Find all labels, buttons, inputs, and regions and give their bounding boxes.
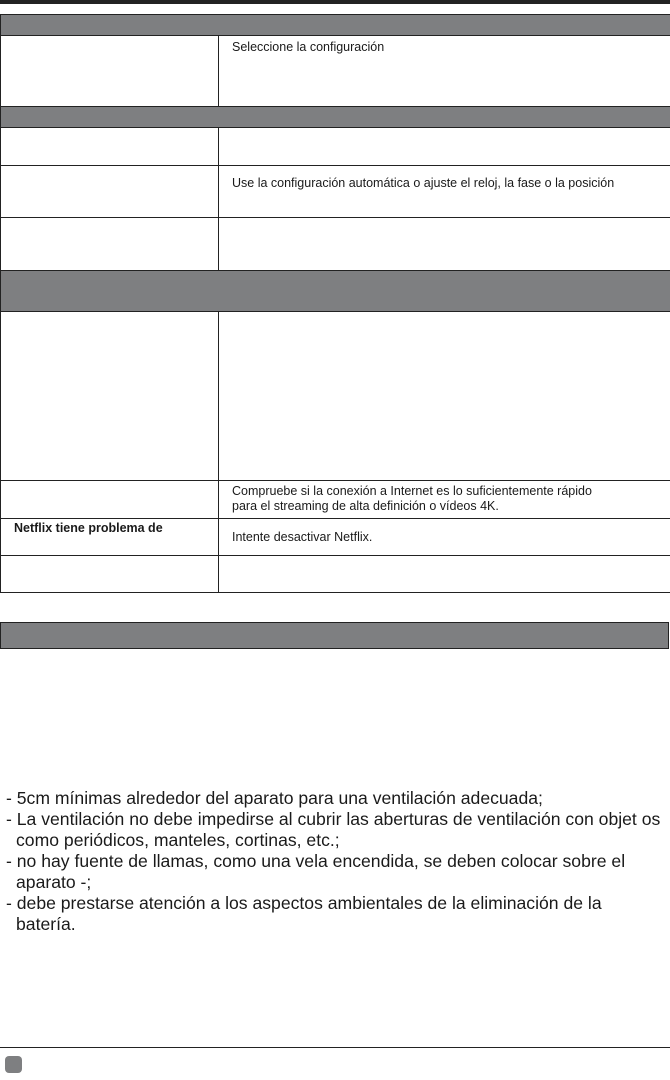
note-item: - 5cm mínimas alrededor del aparato para una ventilación adecuada;	[6, 788, 543, 808]
troubleshooting-table	[0, 14, 670, 593]
row-solution	[219, 128, 670, 165]
row-solution: Seleccione la configuración	[232, 40, 385, 54]
row-solution: Use la configuración automática o ajuste el reloj, la fase o la posición	[232, 176, 615, 190]
page-marker	[5, 1056, 22, 1073]
row-problem	[1, 556, 219, 592]
table-row	[1, 518, 670, 555]
row-solution: Intente desactivar Netflix.	[232, 530, 373, 544]
note-item: - no hay fuente de llamas, como una vela encendida, se deben colocar sobre el aparato -;	[6, 851, 626, 892]
row-solution	[219, 556, 670, 592]
row-solution	[219, 312, 670, 480]
table-section-header	[1, 14, 670, 35]
row-problem	[1, 36, 219, 106]
table-row	[1, 311, 670, 480]
section-header-bar	[0, 622, 669, 649]
row-problem	[1, 128, 219, 165]
table-row	[1, 555, 670, 592]
row-solution: Compruebe si la conexión a Internet es lo suficientemente rápido para el streaming de alta definición o vídeos 4K.	[232, 484, 592, 513]
table-section-header	[1, 270, 670, 311]
row-problem	[1, 166, 219, 217]
row-problem	[1, 218, 219, 270]
row-problem	[1, 481, 219, 518]
top-rule	[0, 0, 670, 4]
table-row	[1, 127, 670, 165]
table-row	[1, 165, 670, 217]
footer-rule	[0, 1047, 670, 1048]
table-row	[1, 217, 670, 270]
note-item: - debe prestarse atención a los aspectos ambientales de la eliminación de la batería.	[6, 893, 602, 934]
row-solution	[219, 218, 670, 270]
table-row	[1, 480, 670, 518]
table-row	[1, 35, 670, 106]
table-section-header	[1, 106, 670, 127]
notes-list	[6, 788, 666, 935]
row-problem	[1, 312, 219, 480]
row-problem: Netflix tiene problema de	[1, 519, 219, 555]
note-item: - La ventilación no debe impedirse al cubrir las aberturas de ventilación con objet os como periódicos, manteles, cortinas, etc.;	[6, 809, 661, 850]
